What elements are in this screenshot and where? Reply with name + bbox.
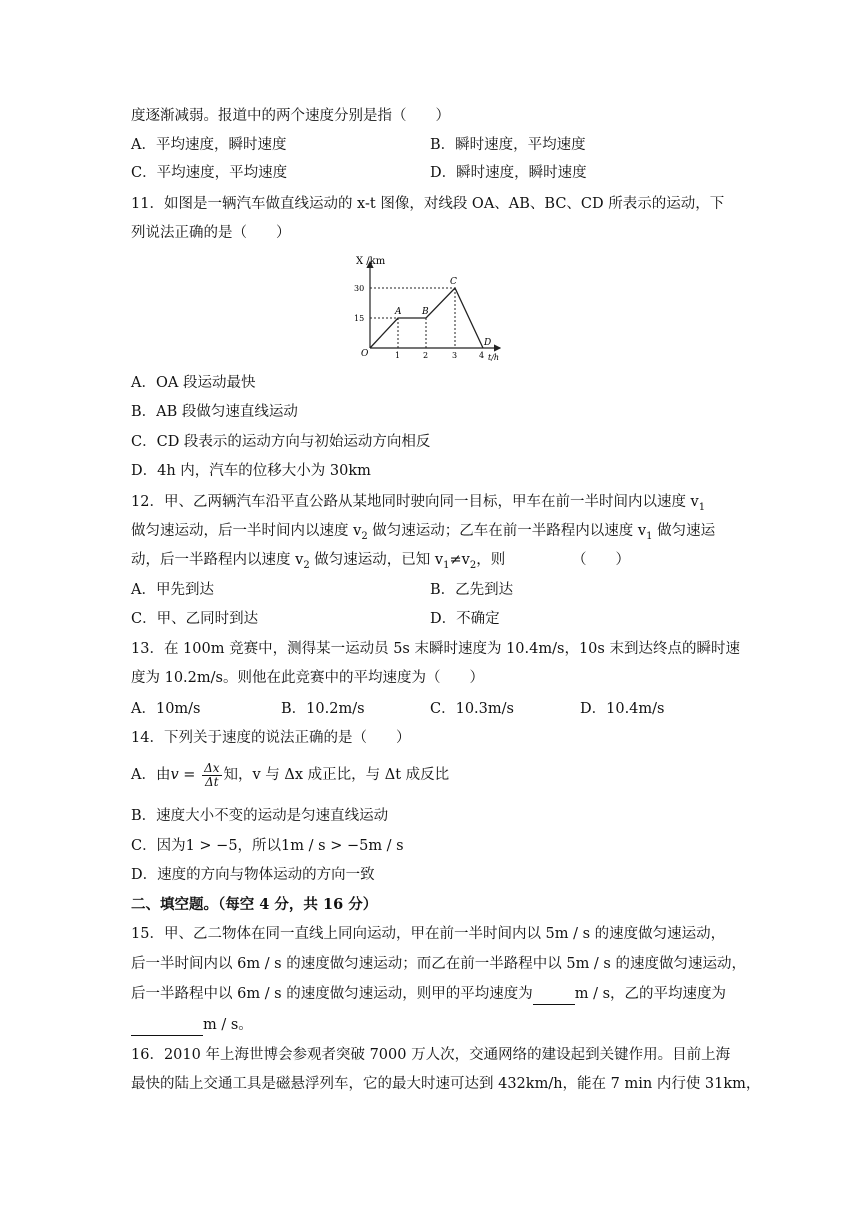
q14-option-c: C．因为1 > −5，所以1m / s > −5m / s — [131, 838, 404, 854]
q12-option-c: C．甲、乙同时到达 — [131, 611, 259, 627]
point-o: O — [361, 349, 369, 359]
q11-option-b: B．AB 段做匀速直线运动 — [131, 404, 298, 420]
q11-stem-line2: 列说法正确的是（ ） — [131, 225, 291, 241]
q15-stem-line1: 15．甲、乙二物体在同一直线上同向运动，甲在前一半时间内以 5m / s 的速度做匀速运动， — [131, 926, 726, 942]
q15-blank-2 — [131, 1015, 203, 1036]
point-b: B — [422, 307, 429, 317]
q11-option-a: A．OA 段运动最快 — [131, 375, 256, 391]
q13-option-d: D．10.4m/s — [580, 701, 665, 717]
q16-stem-line1: 16．2010 年上海世博会参观者突破 7000 万人次，交通网络的建设起到关键作用。目前上海 — [131, 1047, 731, 1063]
q12-option-b: B．乙先到达 — [430, 582, 514, 598]
x-tick-2: 2 — [423, 351, 429, 360]
q13-stem-line2: 度为 10.2m/s。则他在此竞赛中的平均速度为（ ） — [131, 670, 484, 686]
q16-stem-line2: 最快的陆上交通工具是磁悬浮列车，它的最大时速可达到 432km/h，能在 7 min 内行使 31km， — [131, 1076, 761, 1092]
y-axis-label: X /km — [356, 256, 386, 267]
point-a: A — [395, 307, 402, 317]
q14-option-d: D．速度的方向与物体运动的方向一致 — [131, 867, 375, 883]
q12-option-a: A．甲先到达 — [131, 582, 214, 598]
x-tick-4: 4 — [479, 351, 485, 360]
q12-stem-line2: 做匀速运动，后一半时间内以速度 $v_2$ 做匀速运动；乙车在前一半路程内以速度 $v_1$ 做匀速运 — [131, 523, 716, 542]
q14-stem: 14．下列关于速度的说法正确的是（ ） — [131, 730, 411, 746]
q11-xt-graph — [350, 252, 510, 362]
q10-option-c: C．平均速度，平均速度 — [131, 165, 288, 181]
q10-option-d: D．瞬时速度，瞬时速度 — [430, 165, 587, 181]
q14-fraction: $\frac{\Delta x}{\Delta t}$ — [204, 760, 220, 789]
q10-option-b: B．瞬时速度，平均速度 — [430, 137, 586, 153]
q13-stem-line1: 13．在 100m 竞赛中，测得某一运动员 5s 末瞬时速度为 10.4m/s，10s 末到达终点的瞬时速 — [131, 641, 740, 657]
q13-option-c: C．10.3m/s — [430, 701, 514, 717]
q10-option-a: A．平均速度，瞬时速度 — [131, 137, 287, 153]
x-axis-label: t/h — [488, 353, 500, 362]
q12-answer-paren: （ ） — [572, 552, 630, 568]
q12-stem-line1: 12．甲、乙两辆汽车沿平直公路从某地同时驶向同一目标，甲车在前一半时间内以速度 $v_1$ — [131, 494, 706, 513]
q12-stem-line3: 动，后一半路程内以速度 $v_2$ 做匀速运动，已知 $v_1\ne v_2$，则 — [131, 552, 506, 571]
q14-option-a: A．由v = $\frac{\Delta x}{\Delta t}$ 知，v 与 Δx 成正比，与 Δt 成反比 — [131, 760, 450, 789]
q13-option-b: B．10.2m/s — [281, 701, 365, 717]
point-d: D — [484, 338, 492, 348]
q10-stem-tail: 度逐渐减弱。报道中的两个速度分别是指（ ） — [131, 108, 450, 124]
q12-option-d: D．不确定 — [430, 611, 500, 627]
q11-stem-line1: 11．如图是一辆汽车做直线运动的 x-t 图像，对线段 OA、AB、BC、CD 所表示的运动，下 — [131, 196, 725, 212]
q15-stem-line2: 后一半时间内以 6m / s 的速度做匀速运动；而乙在前一半路程中以 5m / s 的速度做匀速运动， — [131, 956, 746, 972]
y-tick-15: 15 — [354, 314, 365, 323]
q14-option-b: B．速度大小不变的运动是匀速直线运动 — [131, 808, 389, 824]
q11-option-c: C．CD 段表示的运动方向与初始运动方向相反 — [131, 434, 431, 450]
x-tick-1: 1 — [395, 351, 401, 360]
q13-option-a: A．10m/s — [131, 701, 201, 717]
section-heading-fill-blank: 二、填空题。（每空 4 分，共 16 分） — [131, 896, 378, 913]
q15-blank-1 — [533, 984, 575, 1005]
q15-stem-line4: m / s。 — [131, 1015, 253, 1036]
y-tick-30: 30 — [354, 284, 365, 293]
q15-stem-line3: 后一半路程中以 6m / s 的速度做匀速运动，则甲的平均速度为 m / s，乙的平均速度为 — [131, 984, 726, 1005]
x-tick-3: 3 — [452, 351, 458, 360]
point-c: C — [450, 277, 457, 287]
q11-option-d: D．4h 内，汽车的位移大小为 30km — [131, 463, 371, 479]
